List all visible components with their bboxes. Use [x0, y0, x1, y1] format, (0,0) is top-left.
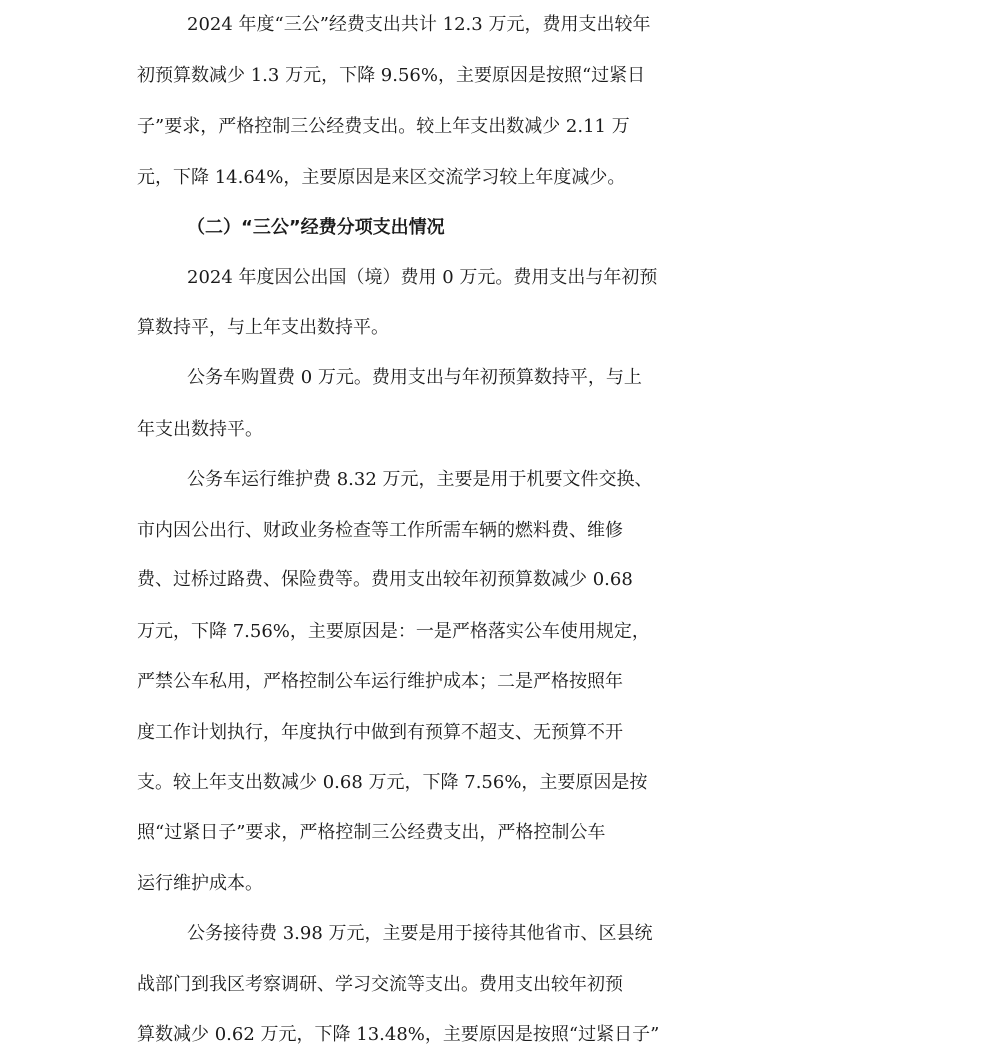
text-line: 2024 年度因公出国（境）费用 0 万元。费用支出与年初预: [187, 267, 658, 288]
text-line: 照“过紧日子”要求，严格控制三公经费支出，严格控制公车: [137, 822, 606, 843]
text-line: 元，下降 14.64%，主要原因是来区交流学习较上年度减少。: [137, 167, 626, 188]
text-line: 年支出数持平。: [137, 419, 263, 440]
text-line: 初预算数减少 1.3 万元，下降 9.56%，主要原因是按照“过紧日: [137, 65, 646, 86]
text-line: 费、过桥过路费、保险费等。费用支出较年初预算数减少 0.68: [137, 569, 633, 590]
text-line: 严禁公车私用，严格控制公车运行维护成本；二是严格按照年: [137, 671, 623, 692]
text-line: 公务接待费 3.98 万元，主要是用于接待其他省市、区县统: [187, 923, 653, 944]
text-line: 战部门到我区考察调研、学习交流等支出。费用支出较年初预: [137, 974, 623, 995]
text-line: 算数持平，与上年支出数持平。: [137, 317, 389, 338]
text-line: 公务车运行维护费 8.32 万元，主要是用于机要文件交换、: [187, 469, 653, 490]
text-line: 运行维护成本。: [137, 873, 263, 894]
text-line: 公务车购置费 0 万元。费用支出与年初预算数持平，与上: [187, 367, 642, 388]
text-line: 度工作计划执行，年度执行中做到有预算不超支、无预算不开: [137, 722, 623, 743]
text-line: 子”要求，严格控制三公经费支出。较上年支出数减少 2.11 万: [137, 116, 630, 137]
text-line: 万元，下降 7.56%，主要原因是：一是严格落实公车使用规定，: [137, 621, 650, 642]
text-line: 2024 年度“三公”经费支出共计 12.3 万元，费用支出较年: [187, 14, 651, 35]
text-line: 支。较上年支出数减少 0.68 万元，下降 7.56%，主要原因是按: [137, 772, 648, 793]
section-heading: （二）“三公”经费分项支出情况: [187, 217, 445, 238]
text-line: 市内因公出行、财政业务检查等工作所需车辆的燃料费、维修: [137, 520, 623, 541]
text-line: 算数减少 0.62 万元，下降 13.48%，主要原因是按照“过紧日子”: [137, 1024, 660, 1045]
